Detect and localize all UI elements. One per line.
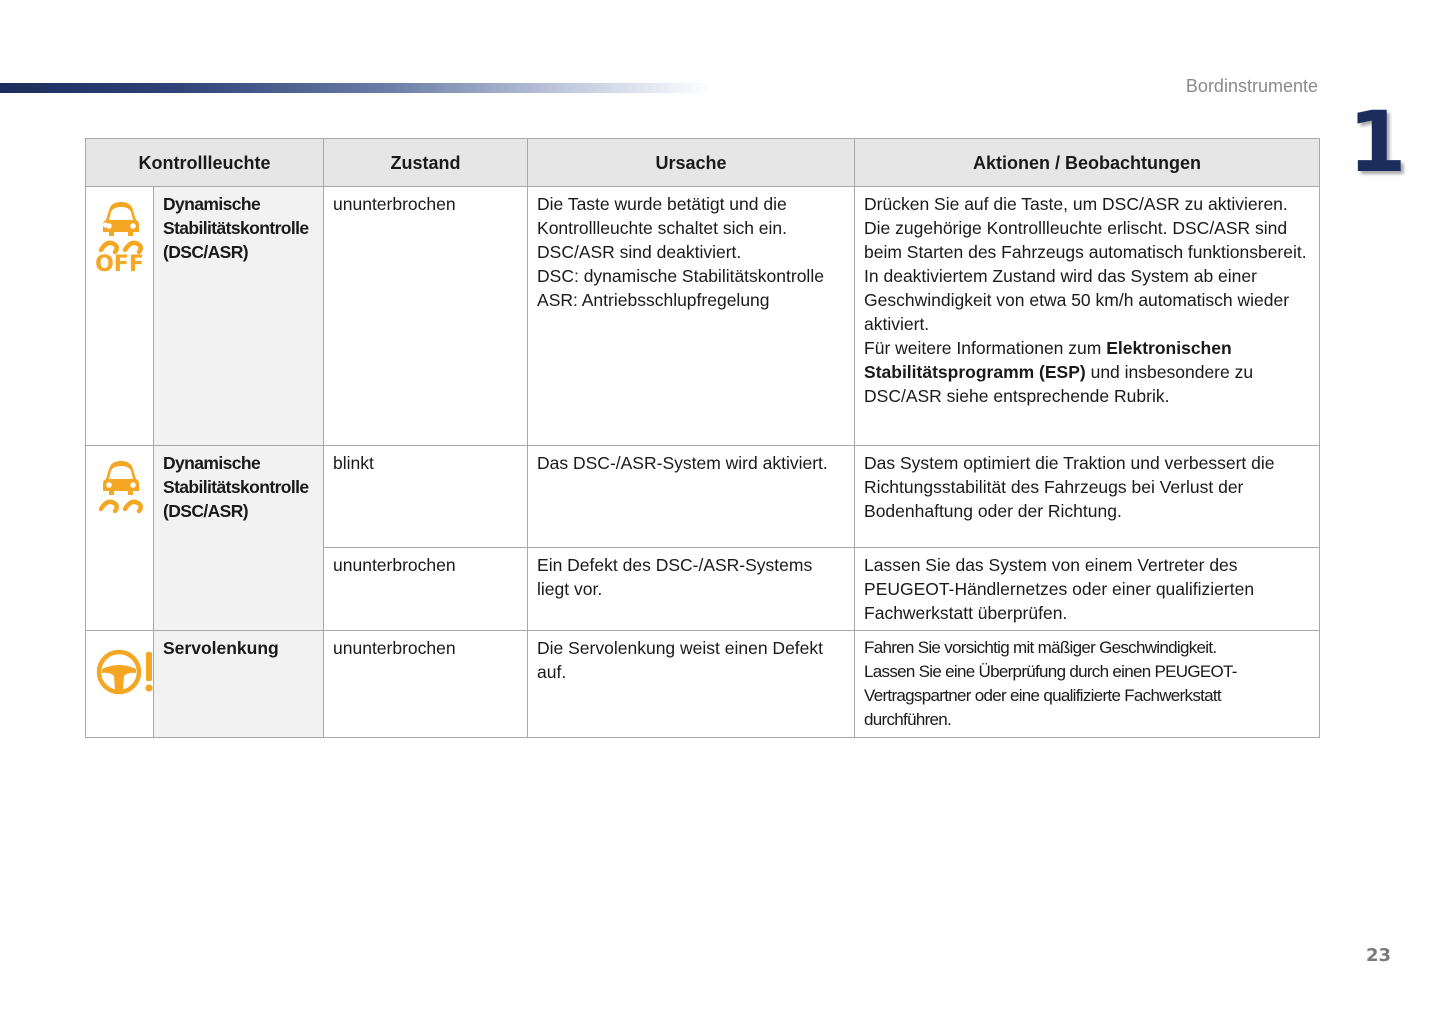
warning-name: Servolenkung — [154, 631, 324, 738]
power-steering-warning-icon — [95, 646, 157, 698]
icon-cell — [86, 187, 154, 446]
dsc-asr-icon — [95, 457, 147, 515]
aktionen-text-more — [864, 336, 1310, 408]
column-header-zustand: Zustand — [324, 139, 528, 187]
column-header-aktionen: Aktionen / Beobachtungen — [855, 139, 1320, 187]
section-title: Bordinstrumente — [1185, 76, 1318, 96]
ursache-line: Kontrollleuchte schaltet sich ein. — [537, 218, 788, 238]
aktionen-line: Fahren Sie vorsichtig mit mäßiger Geschwindigkeit. — [864, 638, 1217, 657]
zustand-cell: blinkt — [324, 446, 528, 548]
aktionen-line: Vertragspartner oder eine qualifizierte Fachwerkstatt durchführen. — [864, 686, 1221, 729]
ursache-line: Die Taste wurde betätigt und die — [537, 194, 787, 214]
aktionen-cell — [855, 187, 1320, 446]
zustand-cell: ununterbrochen — [324, 631, 528, 738]
icon-cell — [86, 446, 154, 631]
column-header-ursache: Ursache — [528, 139, 855, 187]
table-row — [86, 631, 1320, 738]
table-row — [86, 187, 1320, 446]
table-row — [86, 446, 1320, 548]
ursache-line: DSC/ASR sind deaktiviert. — [537, 242, 742, 262]
warning-lights-table — [85, 138, 1320, 738]
warning-name: Dynamische Stabilitätskontrolle (DSC/ASR) — [154, 446, 324, 631]
ursache-line: ASR: Antriebsschlupfregelung — [537, 290, 770, 310]
aktionen-cell: Das System optimiert die Traktion und verbessert die Richtungsstabilität des Fahrzeugs bei Verlust der Bodenhaftung oder der Richtung. — [855, 446, 1320, 548]
chapter-number: 1 — [1348, 93, 1407, 191]
aktionen-line: Lassen Sie eine Überprüfung durch einen PEUGEOT- — [864, 662, 1237, 681]
ursache-line: DSC: dynamische Stabilitätskontrolle — [537, 266, 824, 286]
aktionen-suffix: und insbesondere zu DSC/ASR siehe entsprechende Rubrik. — [864, 362, 1254, 406]
aktionen-cell — [855, 631, 1320, 738]
table-header-row — [86, 139, 1320, 187]
aktionen-cell: Lassen Sie das System von einem Vertreter des PEUGEOT-Händlernetzes oder einer qualifizierten Fachwerkstatt überprüfen. — [855, 548, 1320, 631]
zustand-cell: ununterbrochen — [324, 548, 528, 631]
ursache-cell: Das DSC-/ASR-System wird aktiviert. — [528, 446, 855, 548]
page-number: 23 — [1366, 945, 1392, 966]
dsc-asr-off-icon — [95, 198, 147, 256]
aktionen-prefix: Für weitere Informationen zum — [864, 338, 1107, 358]
header-gradient-bar — [0, 83, 712, 93]
off-label: OFF — [95, 252, 144, 277]
aktionen-text: Drücken Sie auf die Taste, um DSC/ASR zu aktivieren. Die zugehörige Kontrollleuchte erlischt. DSC/ASR sind beim Starten des Fahrzeugs automatisch funktionsbereit. In deaktiviertem Zustand wird das System ab einer Geschwindigkeit von etwa 50 km/h automatisch wieder aktiviert. — [864, 194, 1307, 334]
zustand-cell: ununterbrochen — [324, 187, 528, 446]
warning-name: Dynamische Stabilitätskontrolle (DSC/ASR) — [154, 187, 324, 446]
esp-reference: Elektronischen Stabilitätsprogramm (ESP) — [864, 338, 1232, 382]
ursache-cell: Ein Defekt des DSC-/ASR-Systems liegt vor. — [528, 548, 855, 631]
ursache-cell: Die Servolenkung weist einen Defekt auf. — [528, 631, 855, 738]
icon-cell — [86, 631, 154, 738]
ursache-cell — [528, 187, 855, 446]
column-header-kontrollleuchte: Kontrollleuchte — [86, 139, 324, 187]
